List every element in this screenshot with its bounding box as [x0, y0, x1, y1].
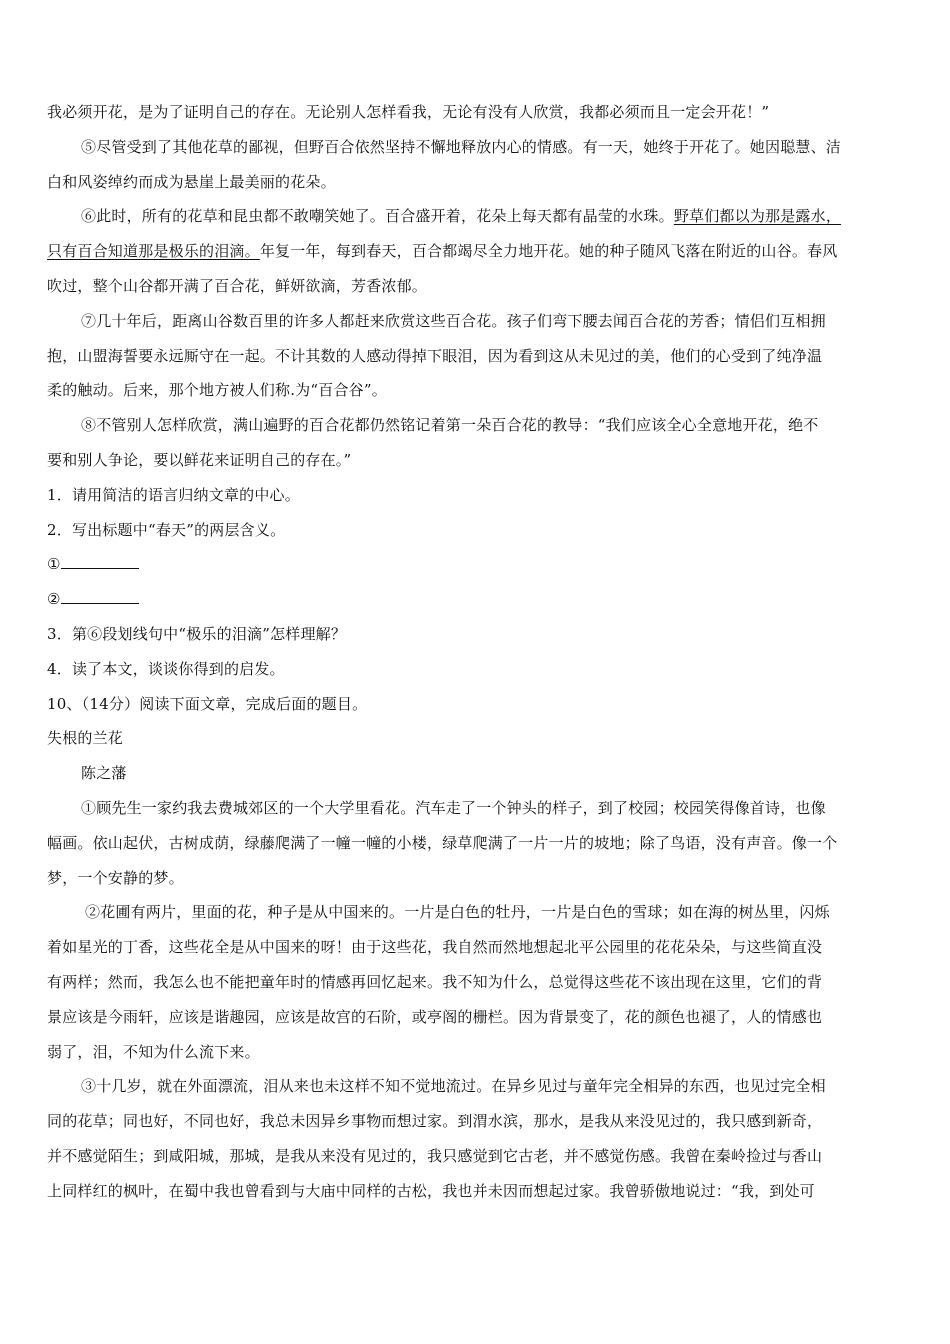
article-paragraph-2-line-2: 着如星光的丁香，这些花全是从中国来的呀！由于这些花，我自然而然地想起北平公园里的花花朵朵，与这些简直没 — [47, 938, 823, 957]
article-paragraph-2-line-5: 弱了，泪，不知为什么流下来。 — [47, 1042, 260, 1061]
answer-marker-2: ② — [47, 590, 61, 609]
article-paragraph-3-line-2: 同的花草；同也好，不同也好，我总未因异乡事物而想过家。到渭水滨，那水，是我从来没见过的，我只感到新奇， — [47, 1112, 823, 1131]
article-paragraph-3-line-4: 上同样红的枫叶，在蜀中我也曾看到与大庙中同样的古松，我也并未因而想起过家。我曾骄傲地说过：“我，到处可 — [47, 1181, 815, 1200]
paragraph-4-end: 我必须开花，是为了证明自己的存在。无论别人怎样看我，无论有没有人欣赏，我都必须而且一定会开花！” — [47, 103, 770, 121]
paragraph-6-text: ⑥此时，所有的花草和昆虫都不敢嘲笑她了。百合盛开着，花朵上每天都有晶莹的水珠。 — [81, 207, 674, 226]
article-paragraph-1-line-1: ①顾先生一家约我去费城郊区的一个大学里看花。汽车走了一个钟头的样子，到了校园；校园笑得像首诗，也像 — [81, 798, 826, 817]
article-paragraph-1-line-3: 梦，一个安静的梦。 — [47, 868, 184, 887]
article-paragraph-2-line-1: ②花圃有两片，里面的花，种子是从中国来的。一片是白色的牡丹，一片是白色的雪球；如在海的树丛里，闪烁 — [85, 903, 830, 922]
paragraph-6-text: 年复一年，每到春天，百合都竭尽全力地开花。她的种子随风飞落在附近的山谷。春风 — [259, 242, 838, 261]
paragraph-8-line-1: ⑧不管别人怎样欣赏，满山遍野的百合花都仍然铭记着第一朵百合花的教导：“我们应该全心全意地开花，绝不 — [81, 416, 819, 435]
article-author: 陈之藩 — [81, 764, 127, 783]
paragraph-7-line-3: 柔的触动。后来，那个地方被人们称.为“百合谷”。 — [47, 381, 387, 400]
paragraph-6-line-1 — [47, 199, 906, 234]
article-paragraph-1-line-2: 幅画。依山起伏，古树成荫，绿藤爬满了一幢一幢的小楼，绿草爬满了一片一片的坡地；除了鸟语，没有声音。像一个 — [47, 833, 838, 852]
article-title: 失根的兰花 — [47, 729, 124, 748]
article-paragraph-2-line-3: 有两样；然而，我怎么也不能把童年时的情感再回忆起来。我不知为什么，总觉得这些花不该出现在这里，它们的背 — [47, 972, 823, 991]
paragraph-6-line-3: 吹过，整个山谷都开满了百合花，鲜妍欲滴，芳香浓郁。 — [47, 276, 428, 295]
paragraph-5-line-1: ⑤尽管受到了其他花草的鄙视，但野百合依然坚持不懈地释放内心的情感。有一天，她终于开花了。她因聪慧、洁 — [81, 137, 842, 156]
section-10-heading: 10、（14分）阅读下面文章，完成后面的题目。 — [47, 694, 368, 713]
paragraph-5-line-2: 白和风姿绰约而成为悬崖上最美丽的花朵。 — [47, 172, 336, 191]
answer-blank-2[interactable] — [61, 589, 139, 604]
answer-line-2 — [47, 582, 906, 617]
article-paragraph-3-line-3: 并不感觉陌生；到咸阳城，那城，是我从来没有见过的，我只感觉到它古老，并不感觉伤感。我曾在秦岭捡过与香山 — [47, 1146, 823, 1165]
question-1: 1．请用简洁的语言归纳文章的中心。 — [47, 485, 300, 504]
answer-line-1 — [47, 547, 906, 582]
article-paragraph-2-line-4: 景应该是今雨轩，应该是谐趣园，应该是故宫的石阶，或亭阁的栅栏。因为背景变了，花的颜色也褪了，人的情感也 — [47, 1007, 823, 1026]
paragraph-7-line-2: 抱，山盟海誓要永远厮守在一起。不计其数的人感动得掉下眼泪，因为看到这从未见过的美，他们的心受到了纯净温 — [47, 346, 823, 365]
answer-blank-1[interactable] — [61, 554, 139, 569]
paragraph-6-line-2 — [47, 234, 906, 269]
paragraph-8-line-2: 要和别人争论，要以鲜花来证明自己的存在。” — [47, 450, 352, 469]
answer-marker-1: ① — [47, 555, 61, 574]
underlined-sentence-part-2: 只有百合知道那是极乐的泪滴。 — [47, 242, 260, 261]
article-paragraph-3-line-1: ③十几岁，就在外面漂流，泪从来也未这样不知不觉地流过。在异乡见过与童年完全相异的东西，也见过完全相 — [81, 1077, 826, 1096]
paragraph-7-line-1: ⑦几十年后，距离山谷数百里的许多人都赶来欣赏这些百合花。孩子们弯下腰去闻百合花的芳香；情侣们互相拥 — [81, 311, 826, 330]
question-3: 3．第⑥段划线句中“极乐的泪滴”怎样理解？ — [47, 624, 347, 643]
question-2: 2．写出标题中“春天”的两层含义。 — [47, 520, 286, 539]
question-4: 4．读了本文，谈谈你得到的启发。 — [47, 659, 285, 678]
underlined-sentence-part-1: 野草们都以为那是露水， — [673, 207, 842, 226]
